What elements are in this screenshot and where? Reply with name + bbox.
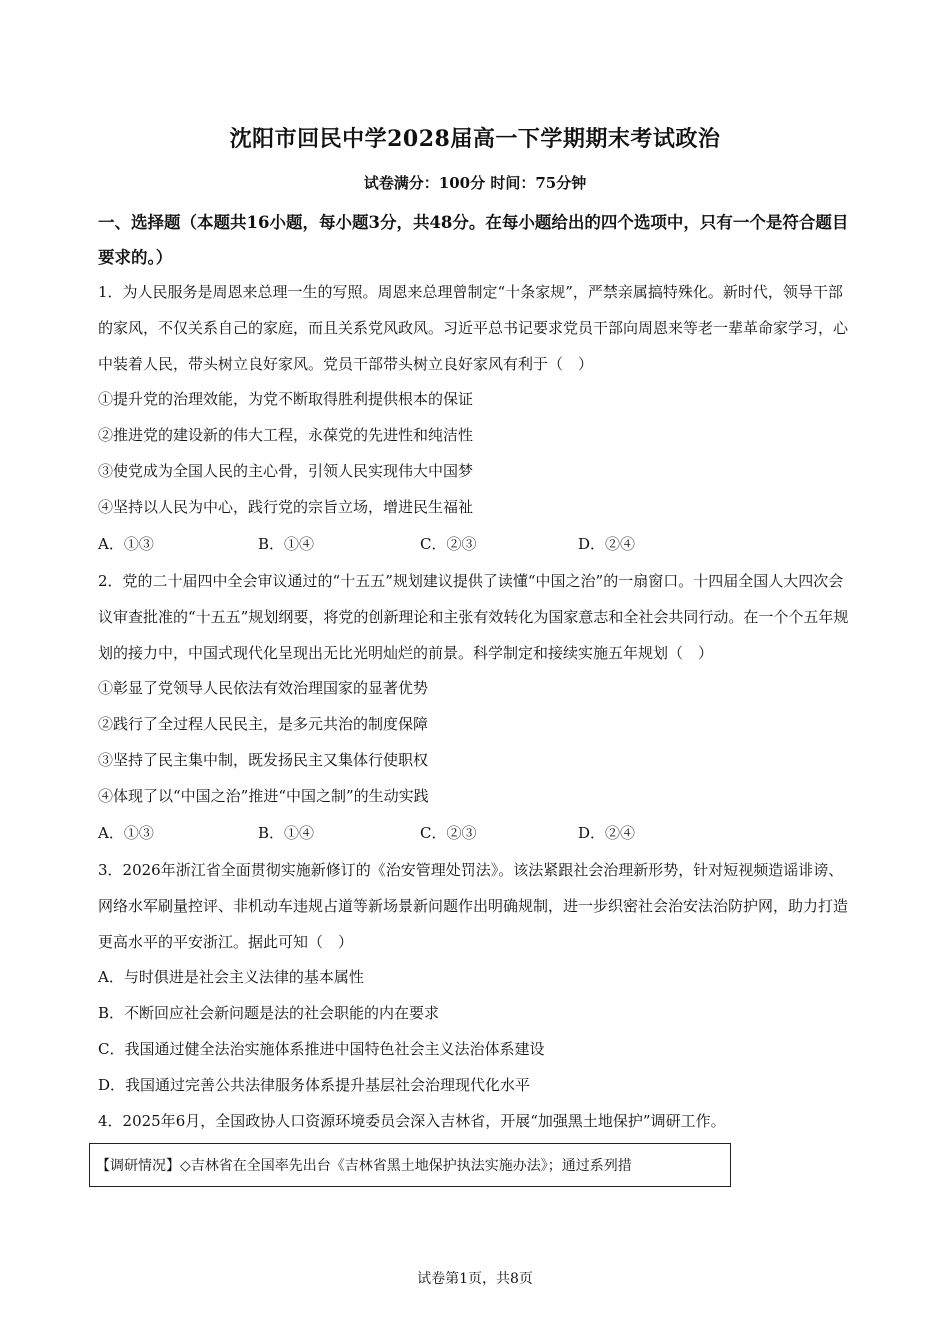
question-2-item-4: ④体现了以“中国之治”推进“中国之制”的生动实践 <box>98 787 429 805</box>
question-1-stem: 1．为人民服务是周恩来总理一生的写照。周恩来总理曾制定“十条家规”，严禁亲属搞特殊化。新时代，领导干部的家风，不仅关系自己的家庭，而且关系党风政风。习近平总书记要求党员干部向周恩来等老一辈革命家学习，心中装着人民，带头树立良好家风。党员干部带头树立良好家风有利于（ ） <box>98 283 849 373</box>
question-3-option-b: B．不断回应社会新问题是法的社会职能的内在要求 <box>98 1004 440 1022</box>
research-info-box: 【调研情况】◇吉林省在全国率先出台《吉林省黑土地保护执法实施办法》；通过系列措 <box>89 1143 731 1187</box>
question-4-stem: 4．2025年6月，全国政协人口资源环境委员会深入吉林省，开展“加强黑土地保护”调研工作。 <box>98 1112 726 1130</box>
exam-info: 试卷满分：100分 时间：75分钟 <box>363 174 587 192</box>
question-1-item-3: ③使党成为全国人民的主心骨，引领人民实现伟大中国梦 <box>98 462 474 480</box>
question-2-item-1: ①彰显了党领导人民依法有效治理国家的显著优势 <box>98 679 429 697</box>
option-d: D．②④ <box>578 824 636 842</box>
option-b: B．①④ <box>258 535 315 553</box>
option-c: C．②③ <box>420 824 477 842</box>
question-3-option-c: C．我国通过健全法治实施体系推进中国特色社会主义法治体系建设 <box>98 1040 545 1058</box>
question-3-option-d: D．我国通过完善公共法律服务体系提升基层社会治理现代化水平 <box>98 1076 531 1094</box>
question-2-stem: 2．党的二十届四中全会审议通过的“十五五”规划建议提供了读懂“中国之治”的一扇窗口。十四届全国人大四次会议审查批准的“十五五”规划纲要，将党的创新理论和主张有效转化为国家意志和全社会共同行动。在一个个五年规划的接力中，中国式现代化呈现出无比光明灿烂的前景。科学制定和接续实施五年规划（ ） <box>98 572 849 662</box>
page-title: 沈阳市回民中学2028届高一下学期期末考试政治 <box>229 126 721 152</box>
question-3-stem: 3．2026年浙江省全面贯彻实施新修订的《治安管理处罚法》。该法紧跟社会治理新形势，针对短视频造谣诽谤、网络水军刷量控评、非机动车违规占道等新场景新问题作出明确规制，进一步织密社会治安法治防护网，助力打造更高水平的平安浙江。据此可知（ ） <box>98 861 849 951</box>
option-d: D．②④ <box>578 535 636 553</box>
question-3-option-a: A．与时俱进是社会主义法律的基本属性 <box>98 968 364 986</box>
question-1-item-1: ①提升党的治理效能，为党不断取得胜利提供根本的保证 <box>98 390 474 408</box>
question-2-item-2: ②践行了全过程人民民主，是多元共治的制度保障 <box>98 715 429 733</box>
question-1-item-2: ②推进党的建设新的伟大工程，永葆党的先进性和纯洁性 <box>98 426 474 444</box>
option-c: C．②③ <box>420 535 477 553</box>
page-footer: 试卷第1页，共8页 <box>417 1271 533 1287</box>
question-2-item-3: ③坚持了民主集中制，既发扬民主又集体行使职权 <box>98 751 429 769</box>
section-heading: 一、选择题（本题共16小题，每小题3分，共48分。在每小题给出的四个选项中，只有一个是符合题目要求的。） <box>98 213 849 267</box>
question-1-item-4: ④坚持以人民为中心，践行党的宗旨立场，增进民生福祉 <box>98 498 474 516</box>
option-b: B．①④ <box>258 824 315 842</box>
option-a: A．①③ <box>98 824 154 842</box>
option-a: A．①③ <box>98 535 154 553</box>
